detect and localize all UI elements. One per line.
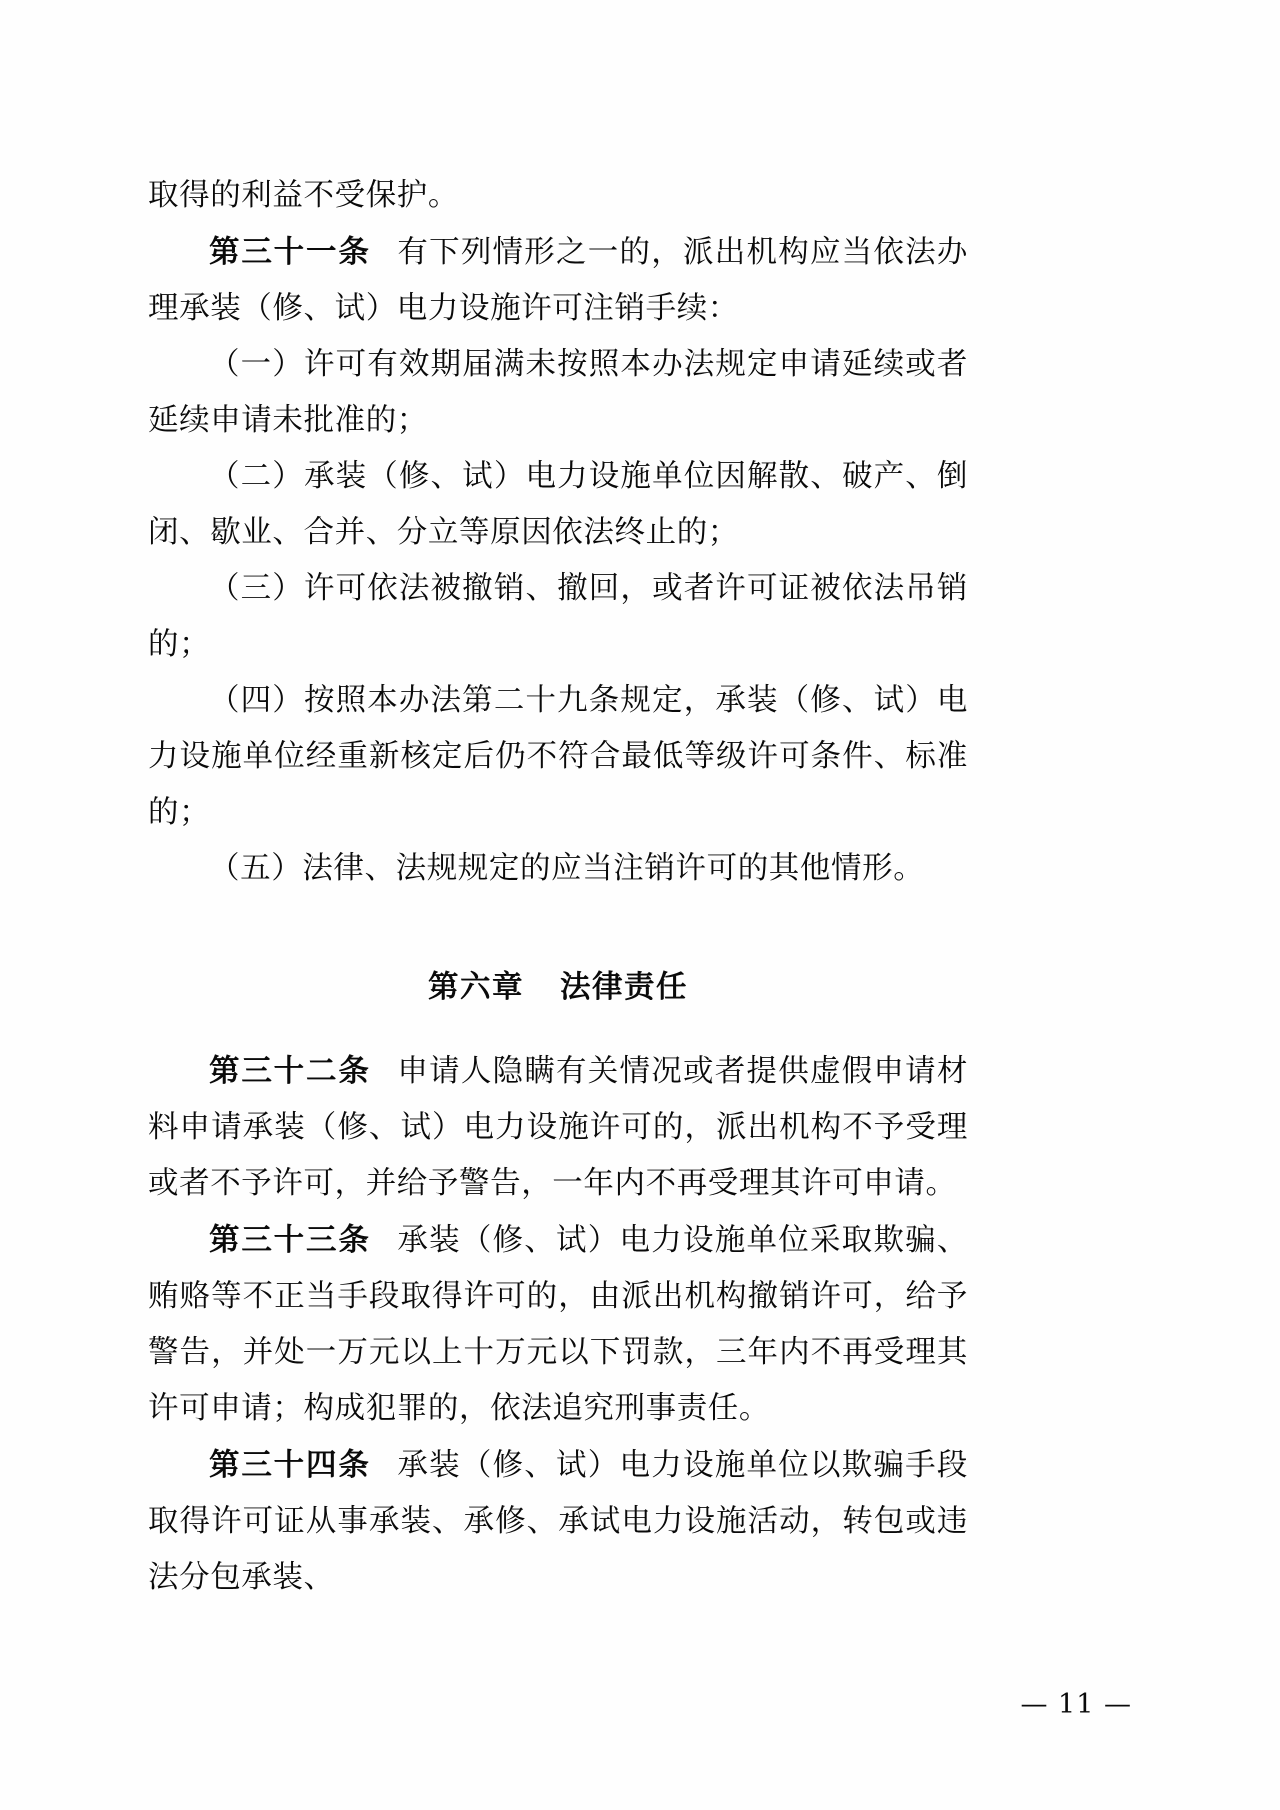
article-31-number: 第三十一条 [209,234,371,270]
chapter-title: 法律责任 [560,969,688,1005]
document-body [148,168,968,1606]
clause-item-1: （一）许可有效期届满未按照本办法规定申请延续或者延续申请未批准的； [148,347,968,438]
article-31-text: 有下列情形之一的，派出机构应当依法办理承装（修、试）电力设施许可注销手续： [148,235,968,326]
clause-item-4: （四）按照本办法第二十九条规定，承装（修、试）电力设施单位经重新核定后仍不符合最低等级许可条件、标准的； [148,683,968,830]
heading-spacer [148,1015,968,1043]
article-34-number: 第三十四条 [209,1447,371,1483]
paragraph-continuation: 取得的利益不受保护。 [148,178,459,213]
chapter-number: 第六章 [428,969,524,1005]
article-34-text: 承装（修、试）电力设施单位以欺骗手段取得许可证从事承装、承修、承试电力设施活动，转包或违法分包承装、 [148,1448,968,1595]
article-33-number: 第三十三条 [209,1222,371,1258]
article-32 [148,1043,968,1212]
article-32-text: 申请人隐瞒有关情况或者提供虚假申请材料申请承装（修、试）电力设施许可的，派出机构不予受理或者不予许可，并给予警告，一年内不再受理其许可申请。 [148,1054,968,1201]
article-33 [148,1212,968,1437]
page-number: — 11 — [1020,1689,1132,1720]
clause-item-3: （三）许可依法被撤销、撤回，或者许可证被依法吊销的； [148,571,968,662]
article-32-number: 第三十二条 [209,1053,371,1089]
clause-item-2: （二）承装（修、试）电力设施单位因解散、破产、倒闭、歇业、合并、分立等原因依法终止的； [148,459,968,550]
article-34 [148,1437,968,1606]
chapter-heading [148,959,968,1015]
clause-item-5: （五）法律、法规规定的应当注销许可的其他情形。 [209,851,925,886]
article-33-text: 承装（修、试）电力设施单位采取欺骗、贿赂等不正当手段取得许可的，由派出机构撤销许可，给予警告，并处一万元以上十万元以下罚款，三年内不再受理其许可申请；构成犯罪的，依法追究刑事责任。 [148,1223,968,1426]
section-spacer [148,897,968,959]
article-31 [148,224,968,337]
